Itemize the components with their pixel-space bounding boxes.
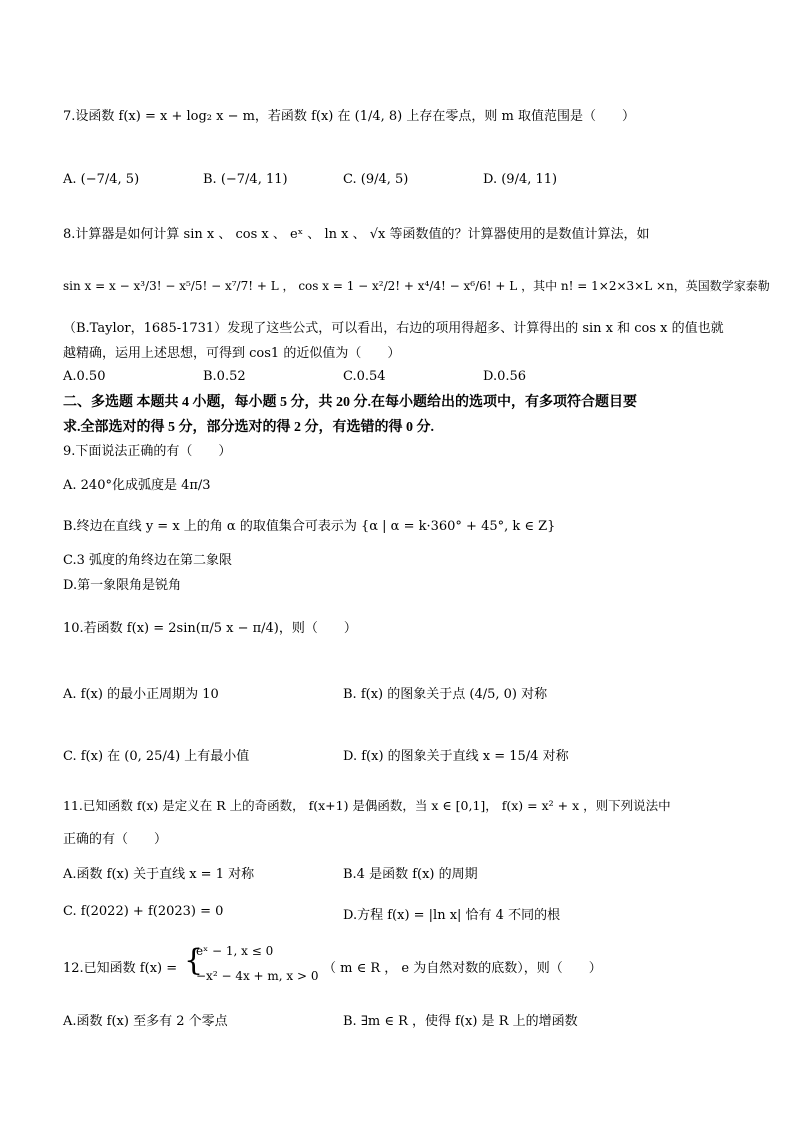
q7-option-b: B. (−7/4, 11) xyxy=(203,172,288,187)
q8-line4: 越精确，运用上述思想，可得到 cos1 的近似值为（ ） xyxy=(63,346,401,361)
q9-option-a: A. 240°化成弧度是 4π/3 xyxy=(63,478,211,493)
q8-option-d: D.0.56 xyxy=(483,369,527,384)
q7-option-c: C. (9/4, 5) xyxy=(343,172,409,187)
q12-case1: eˣ − 1, x ≤ 0 xyxy=(196,944,274,958)
section2-heading-line2: 求.全部选对的得 5 分，部分选对的得 2 分，有选错的得 0 分. xyxy=(63,420,434,435)
q7-stem: 7.设函数 f(x) = x + log₂ x − m，若函数 f(x) 在 (1/4, 8) 上存在零点，则 m 取值范围是（ ） xyxy=(63,109,635,124)
q9-stem: 9.下面说法正确的有（ ） xyxy=(63,444,232,459)
q9-option-d: D.第一象限角是锐角 xyxy=(63,578,182,593)
q11-line2: 正确的有（ ） xyxy=(63,832,168,847)
q8-line1: 8.计算器是如何计算 sin x 、 cos x 、 eˣ 、 ln x 、 √x 等函数值的？计算器使用的是数值计算法，如 xyxy=(63,227,650,242)
q11-option-b: B.4 是函数 f(x) 的周期 xyxy=(343,867,478,882)
q12-suffix: （ m ∈ R ， e 为自然对数的底数），则（ ） xyxy=(323,961,602,976)
q12-option-a: A.函数 f(x) 至多有 2 个零点 xyxy=(63,1014,228,1029)
q10-option-b: B. f(x) 的图象关于点 (4/5, 0) 对称 xyxy=(343,687,548,702)
q7-option-d: D. (9/4, 11) xyxy=(483,172,558,187)
q10-stem: 10.若函数 f(x) = 2sin(π/5 x − π/4)，则（ ） xyxy=(63,621,357,636)
q12-option-b: B. ∃m ∈ R ，使得 f(x) 是 R 上的增函数 xyxy=(343,1014,578,1029)
q9-option-b: B.终边在直线 y = x 上的角 α 的取值集合可表示为 {α | α = k·360° + 45°, k ∈ Z} xyxy=(63,519,556,534)
q11-line1: 11.已知函数 f(x) 是定义在 R 上的奇函数， f(x+1) 是偶函数，当 x ∈ [0,1]， f(x) = x² + x ，则下列说法中 xyxy=(63,798,671,813)
q10-option-c: C. f(x) 在 (0, 25/4) 上有最小值 xyxy=(63,749,250,764)
q8-option-b: B.0.52 xyxy=(203,369,246,384)
q8-line2: sin x = x − x³/3! − x⁵/5! − x⁷/7! + L ， cos x = 1 − x²/2! + x⁴/4! − x⁶/6! + L ，其中 n! = 1×2×3×L ×n，英国数学家泰勒 xyxy=(63,279,770,293)
q10-option-d: D. f(x) 的图象关于直线 x = 15/4 对称 xyxy=(343,749,569,764)
q11-option-a: A.函数 f(x) 关于直线 x = 1 对称 xyxy=(63,867,255,882)
q9-option-c: C.3 弧度的角终边在第二象限 xyxy=(63,553,233,568)
q12-brace-icon: { xyxy=(184,943,204,978)
q8-line3: （B.Taylor，1685-1731）发现了这些公式，可以看出，右边的项用得超多、计算得出的 sin x 和 cos x 的值也就 xyxy=(63,321,724,336)
q8-option-c: C.0.54 xyxy=(343,369,386,384)
q11-option-d: D.方程 f(x) = |ln x| 恰有 4 不同的根 xyxy=(343,908,561,923)
section2-heading-line1: 二、多选题 本题共 4 小题，每小题 5 分，共 20 分.在每小题给出的选项中，有多项符合题目要 xyxy=(63,395,637,410)
q8-option-a: A.0.50 xyxy=(63,369,106,384)
q11-option-c: C. f(2022) + f(2023) = 0 xyxy=(63,904,224,919)
q7-option-a: A. (−7/4, 5) xyxy=(63,172,140,187)
q12-prefix: 12.已知函数 f(x) = xyxy=(63,961,178,976)
q10-option-a: A. f(x) 的最小正周期为 10 xyxy=(63,687,219,702)
q12-case2: −x² − 4x + m, x > 0 xyxy=(196,969,319,983)
